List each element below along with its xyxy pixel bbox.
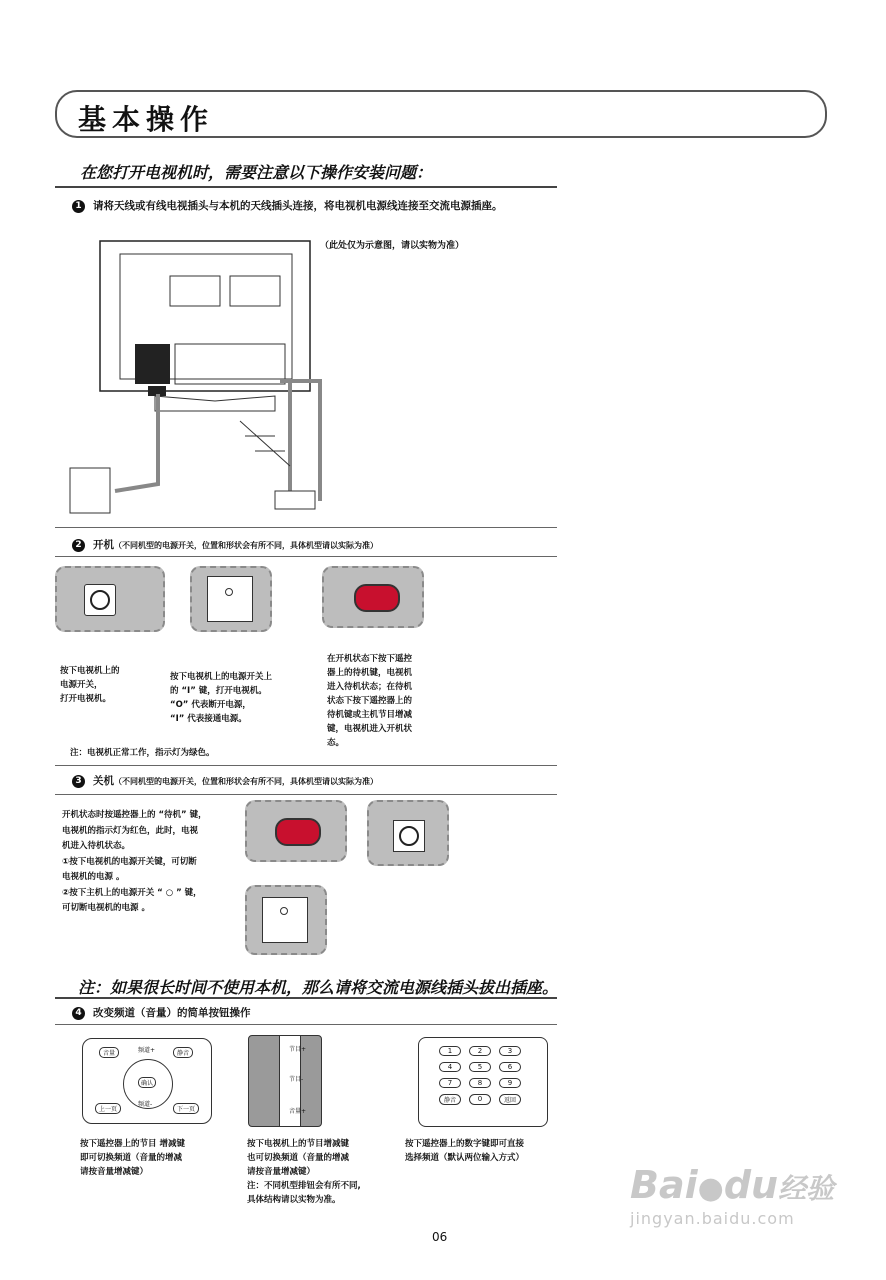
section-subtitle: 在您打开电视机时，需要注意以下操作安装问题： [80, 163, 433, 182]
divider [55, 765, 557, 766]
page-title: 基本操作 [78, 103, 215, 136]
standby-button [354, 584, 400, 612]
step3-text: 开机状态时按遥控器上的 “待机” 键， 电视机的指示灯为红色，此时，电视 机进入待机状态。 ①按下电视机的电源开关键，可切断 电视机的电源 。 ②按下主机上的电源开关 “ ○ ” 键， 可切断电视机的电源 。 [62, 810, 207, 913]
divider [55, 186, 557, 188]
unplug-note: 注：如果很长时间不使用本机，那么请将交流电源线插头拔出插座。 [78, 978, 559, 997]
tv-switch-panel [190, 566, 272, 632]
tv-switch-panel-off [245, 885, 327, 955]
divider [55, 794, 557, 795]
tv-back-diagram [60, 236, 340, 521]
step4-col1: 按下遥控器上的节目 增减键 即可切换频道（音量的增减 请按音量增减键） [80, 1139, 185, 1177]
step2-col3: 在开机状态下按下遥控 器上的待机键，电视机 进入待机状态；在待机 状态下按下遥控器上的 待机键或主机节目增减 键，电视机进入开机状 态。 [327, 654, 413, 748]
figure-note: （此处仅为示意图，请以实物为准） [320, 241, 465, 251]
step4-heading [72, 1005, 251, 1020]
step3-title-note: （不同机型的电源开关，位置和形状会有所不同，具体机型请以实际为准） [114, 777, 378, 786]
tv-power-panel-off [367, 800, 449, 866]
divider [55, 997, 557, 999]
step4-col3: 按下遥控器上的数字键即可直接 选择频道（默认两位输入方式） [405, 1139, 525, 1163]
step2-title: 开机 [93, 539, 114, 551]
step4-col2: 按下电视机上的节目增减键 也可切换频道（音量的增减 请按音量增减键） 注：不同机型排钮会有所不同, 具体结构请以实物为准。 [247, 1139, 361, 1205]
number-keypad-figure: 1 2 3 4 5 6 7 8 9 静音 0 返回 [418, 1037, 548, 1127]
step3-number: 3 [72, 775, 85, 788]
divider [55, 1024, 557, 1025]
step2-heading [72, 537, 378, 552]
tv-power-panel [55, 566, 165, 632]
paw-icon: ● [697, 1171, 724, 1206]
step2-title-note: （不同机型的电源开关，位置和形状会有所不同，具体机型请以实际为准） [114, 541, 378, 550]
divider [55, 556, 557, 557]
step2-col2: 按下电视机上的电源开关上 的 “I” 键，打开电视机。 “O” 代表断开电源， “I” 代表接通电源。 [170, 672, 273, 724]
step3-title: 关机 [93, 775, 114, 787]
step4-title: 改变频道（音量）的简单按钮操作 [93, 1007, 251, 1019]
standby-button [275, 818, 321, 846]
remote-standby-panel-off [245, 800, 347, 862]
step3-heading [72, 773, 378, 788]
step2-col1: 按下电视机上的 电源开关， 打开电视机。 [60, 666, 120, 704]
step1-number: 1 [72, 200, 85, 213]
tv-side-buttons-figure: 节目+ 节目- 音量+ [248, 1035, 322, 1127]
step2-number: 2 [72, 539, 85, 552]
step2-note: 注：电视机正常工作，指示灯为绿色。 [70, 748, 215, 758]
page-number: 06 [432, 1230, 448, 1244]
divider [55, 527, 557, 528]
step1-heading [72, 198, 503, 213]
remote-control-figure: 音量 频道+ 确认 频道- 静音 上一页 下一页 [82, 1038, 212, 1124]
step4-number: 4 [72, 1007, 85, 1020]
remote-standby-panel [322, 566, 424, 628]
baidu-watermark: Bai●du经验 jingyan.baidu.com [630, 1163, 835, 1228]
step1-text: 请将天线或有线电视插头与本机的天线插头连接，将电视机电源线连接至交流电源插座。 [93, 200, 503, 212]
power-icon [90, 590, 110, 610]
power-icon [399, 826, 419, 846]
